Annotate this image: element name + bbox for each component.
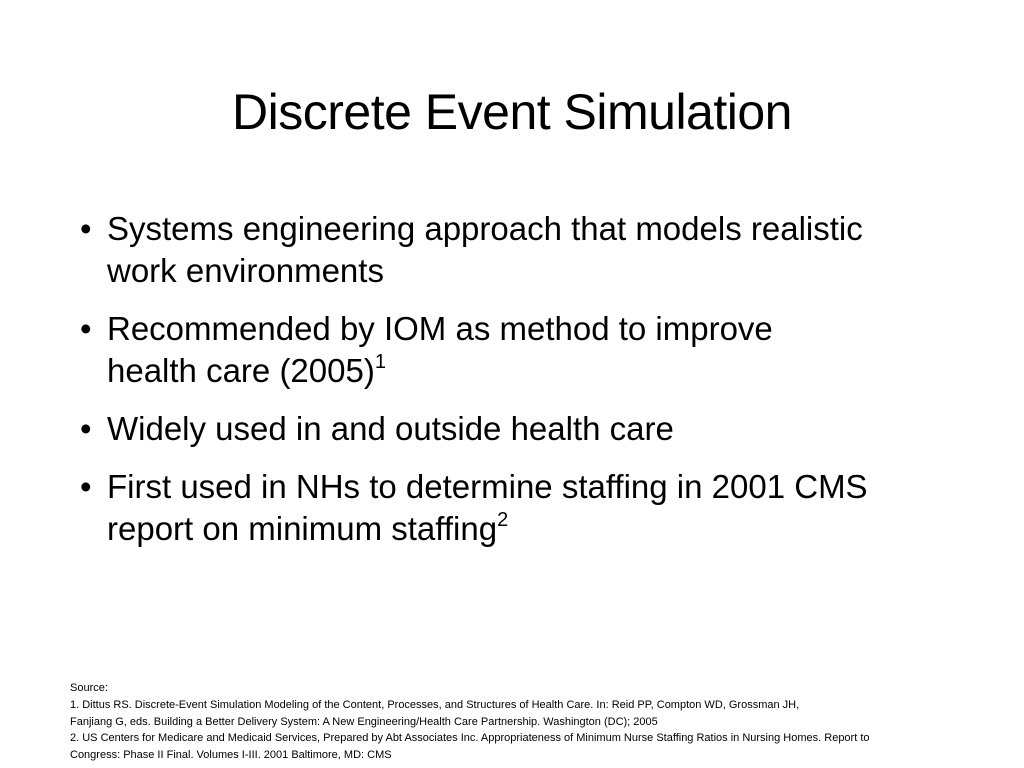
bullet-dot-icon: • — [80, 310, 92, 347]
bullet-dot-icon: • — [80, 468, 92, 505]
bullet-dot-icon: • — [80, 410, 92, 447]
bullet-line: Widely used in and outside health care — [107, 410, 674, 447]
bullet-item — [80, 208, 960, 292]
bullet-item — [80, 308, 960, 392]
bullet-dot-icon: • — [80, 210, 92, 247]
sources-label: Source: — [70, 682, 108, 694]
bullet-line: Recommended by IOM as method to improve — [107, 310, 773, 347]
bullet-line: health care (2005) — [107, 352, 375, 389]
sources-block — [70, 680, 950, 764]
bullet-item — [80, 408, 960, 450]
source-line: 2. US Centers for Medicare and Medicaid Services, Prepared by Abt Associates Inc. Appropriateness of Minimum Nurse Staffing Ratios in Nursing Homes. Report to — [70, 732, 870, 745]
bullet-line: work environments — [107, 252, 384, 289]
bullet-list — [80, 208, 960, 566]
bullet-line: report on minimum staffing — [107, 510, 498, 547]
source-line: Congress: Phase II Final. Volumes I-III. 2001 Baltimore, MD: CMS — [70, 749, 392, 762]
bullet-item — [80, 466, 960, 550]
slide-title: Discrete Event Simulation — [232, 84, 792, 140]
source-line: Fanjiang G, eds. Building a Better Delivery System: A New Engineering/Health Care Partnership. Washington (DC); 2005 — [70, 715, 658, 728]
source-line: 1. Dittus RS. Discrete-Event Simulation Modeling of the Content, Processes, and Structures of Health Care. In: Reid PP, Compton WD, Grossman JH, — [70, 698, 800, 711]
footnote-marker: 2 — [497, 509, 509, 531]
bullet-line: Systems engineering approach that models realistic — [107, 210, 863, 247]
footnote-marker: 1 — [374, 351, 386, 373]
bullet-line: First used in NHs to determine staffing in 2001 CMS — [107, 468, 868, 505]
